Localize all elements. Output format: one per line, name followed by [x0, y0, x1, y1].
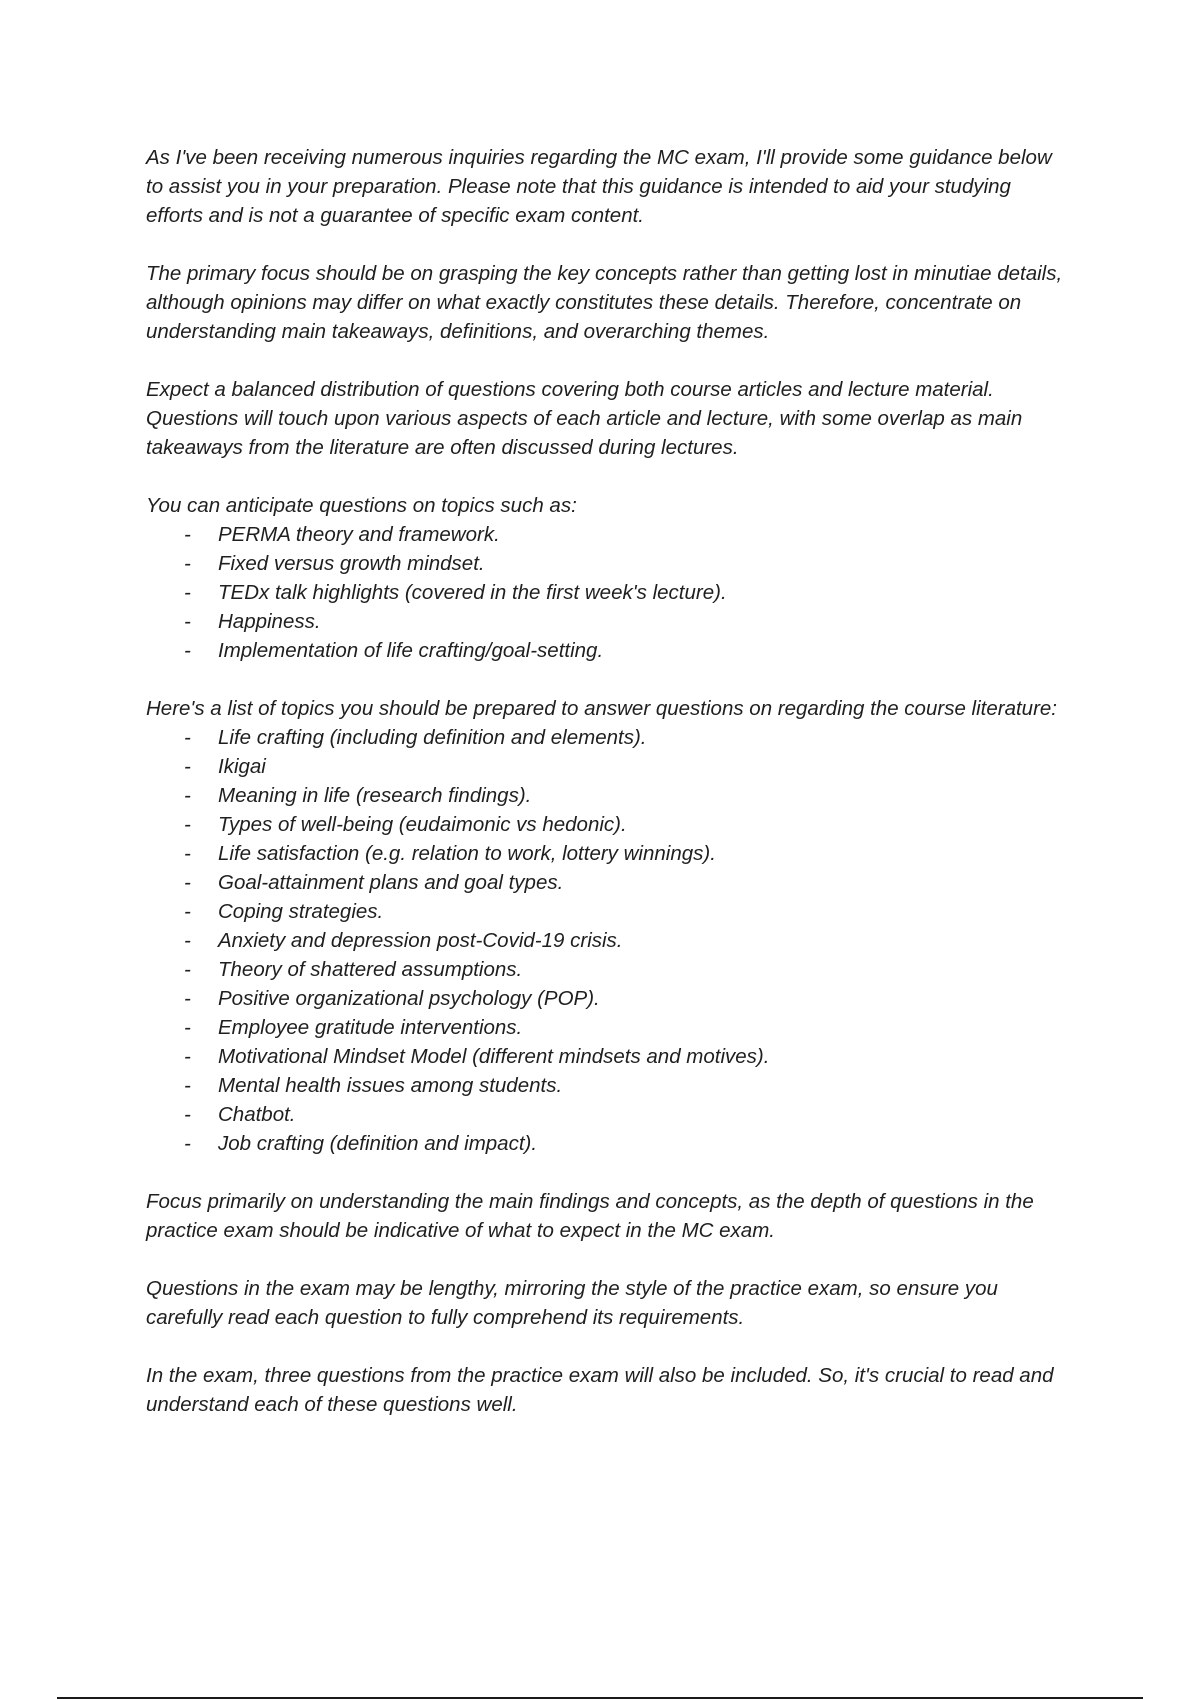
anticipated-topics-list [146, 520, 1066, 665]
list-item: - Motivational Mindset Model (different mindsets and motives). [146, 1042, 1066, 1071]
dash-marker: - [184, 726, 191, 749]
list-item: - Coping strategies. [146, 897, 1066, 926]
list-item: - Job crafting (definition and impact). [146, 1129, 1066, 1158]
paragraph-intro: As I've been receiving numerous inquiries regarding the MC exam, I'll provide some guidance below to assist you in your preparation. Please note that this guidance is intended to aid your studying efforts and is not a guarantee of specific exam content. [146, 146, 1052, 227]
list-item: - Life satisfaction (e.g. relation to work, lottery winnings). [146, 839, 1066, 868]
dash-marker: - [184, 1074, 191, 1097]
paragraph-focus: The primary focus should be on grasping the key concepts rather than getting lost in minutiae details, although opinions may differ on what exactly constitutes these details. Therefore, concentrate on understanding main takeaways, definitions, and overarching themes. [146, 262, 1063, 343]
list-item: - Ikigai [146, 752, 1066, 781]
list-item: - Happiness. [146, 607, 1066, 636]
list-item: - Fixed versus growth mindset. [146, 549, 1066, 578]
dash-marker: - [184, 871, 191, 894]
page-bottom-rule [57, 1697, 1143, 1699]
list-item: - Mental health issues among students. [146, 1071, 1066, 1100]
list-item: - Employee gratitude interventions. [146, 1013, 1066, 1042]
list-item: - Implementation of life crafting/goal-setting. [146, 636, 1066, 665]
dash-marker: - [184, 639, 191, 662]
list-intro-literature-topics: Here's a list of topics you should be prepared to answer questions on regarding the course literature: [146, 697, 1057, 720]
dash-marker: - [184, 958, 191, 981]
list-intro-anticipated-topics: You can anticipate questions on topics such as: [146, 494, 577, 517]
paragraph-practice-questions: In the exam, three questions from the practice exam will also be included. So, it's crucial to read and understand each of these questions well. [146, 1364, 1054, 1416]
dash-marker: - [184, 929, 191, 952]
list-item: - Anxiety and depression post-Covid-19 crisis. [146, 926, 1066, 955]
dash-marker: - [184, 1103, 191, 1126]
literature-topics-list [146, 723, 1066, 1158]
dash-marker: - [184, 987, 191, 1010]
dash-marker: - [184, 784, 191, 807]
list-item: - Chatbot. [146, 1100, 1066, 1129]
list-item: - Meaning in life (research findings). [146, 781, 1066, 810]
paragraph-main-findings: Focus primarily on understanding the main findings and concepts, as the depth of questions in the practice exam should be indicative of what to expect in the MC exam. [146, 1190, 1034, 1242]
dash-marker: - [184, 813, 191, 836]
list-item: - Life crafting (including definition and elements). [146, 723, 1066, 752]
dash-marker: - [184, 523, 191, 546]
document-body [146, 143, 1066, 1448]
list-item: - Theory of shattered assumptions. [146, 955, 1066, 984]
list-item: - Types of well-being (eudaimonic vs hedonic). [146, 810, 1066, 839]
dash-marker: - [184, 610, 191, 633]
dash-marker: - [184, 755, 191, 778]
list-item: - PERMA theory and framework. [146, 520, 1066, 549]
paragraph-lengthy-questions: Questions in the exam may be lengthy, mirroring the style of the practice exam, so ensure you carefully read each question to fully comprehend its requirements. [146, 1277, 998, 1329]
dash-marker: - [184, 1045, 191, 1068]
dash-marker: - [184, 581, 191, 604]
paragraph-distribution: Expect a balanced distribution of questions covering both course articles and lecture material. Questions will touch upon various aspects of each article and lecture, with some overlap as main takeaways from the literature are often discussed during lectures. [146, 378, 1023, 459]
dash-marker: - [184, 1132, 191, 1155]
dash-marker: - [184, 552, 191, 575]
dash-marker: - [184, 842, 191, 865]
list-item: - Positive organizational psychology (POP). [146, 984, 1066, 1013]
list-item: - Goal-attainment plans and goal types. [146, 868, 1066, 897]
list-item: - TEDx talk highlights (covered in the first week's lecture). [146, 578, 1066, 607]
dash-marker: - [184, 1016, 191, 1039]
dash-marker: - [184, 900, 191, 923]
